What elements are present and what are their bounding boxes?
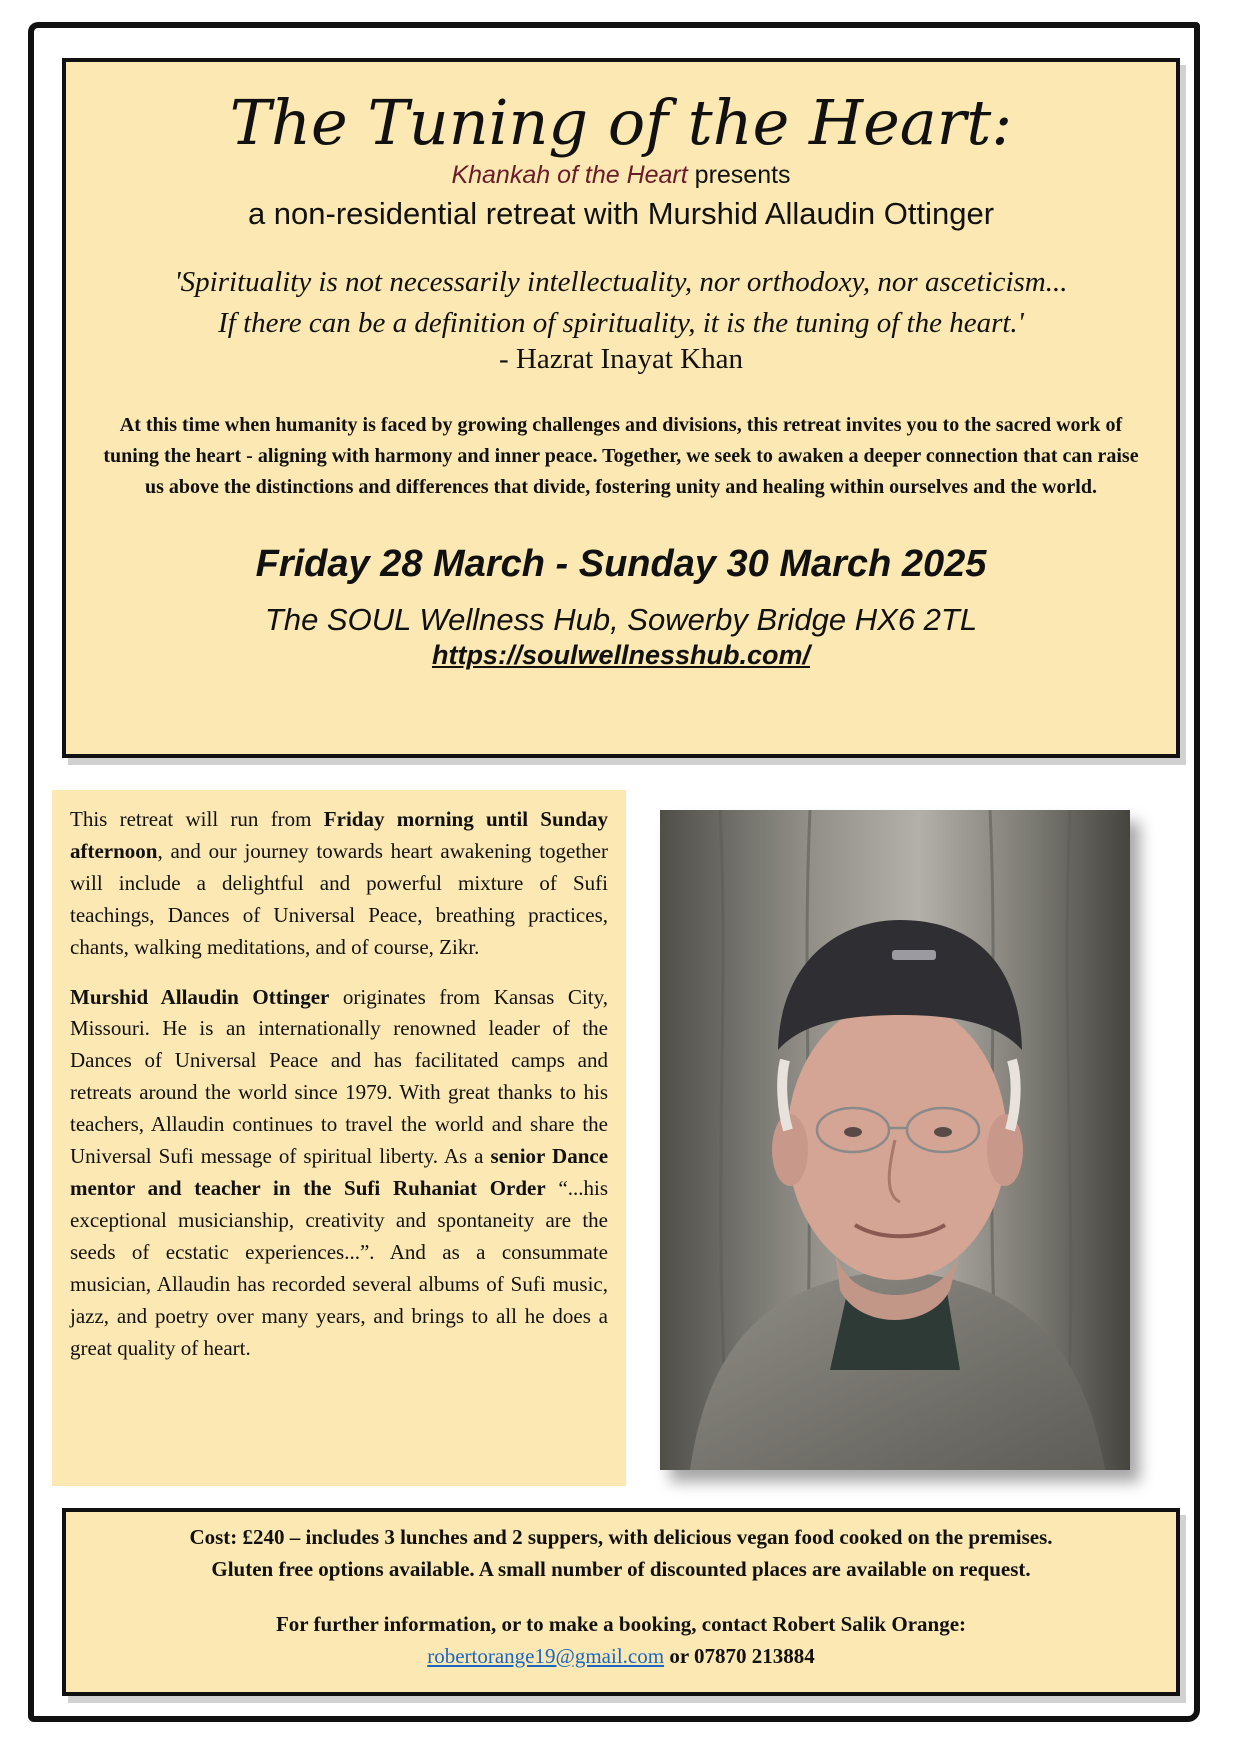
contact-details <box>66 1641 1176 1673</box>
presents-line <box>66 161 1176 190</box>
event-dates: Friday 28 March - Sunday 30 March 2025 <box>255 543 987 586</box>
text-segment: This retreat will run from <box>70 807 324 831</box>
bold-segment: senior Dance mentor and teacher in the Sufi Ruhaniat Order <box>70 1144 609 1200</box>
quote-author: - Hazrat Inayat Khan <box>499 343 743 376</box>
organization-name: Khankah of the Heart <box>451 161 688 190</box>
cost-line-1: Cost: £240 – includes 3 lunches and 2 suppers, with delicious vegan food cooked on the premises. <box>189 1525 1053 1549</box>
header-panel <box>62 58 1180 758</box>
bold-segment: Friday morning until Sunday afternoon <box>70 807 609 863</box>
retreat-description <box>70 804 608 964</box>
text-segment: originates from Kansas City, Missouri. He is an internationally renowned leader of the Dances of Universal Peace and has facilitated camps and retreats around the world since 1979. With great thanks to his teachers, Allaudin continues to travel the world and share the Universal Sufi message of spiritual liberty. As a <box>70 984 608 1169</box>
teacher-name: Murshid Allaudin Ottinger <box>70 984 330 1009</box>
quote <box>90 262 1152 343</box>
cost-info <box>66 1522 1176 1585</box>
intro-paragraph: At this time when humanity is faced by growing challenges and divisions, this retreat invites you to the sacred work of tuning the heart - aligning with harmony and inner peace. Together, we seek to awaken a deeper connection that can raise us above the distinctions and differences that divide, fostering unity and healing within ourselves and the world. <box>103 414 1139 499</box>
venue: The SOUL Wellness Hub, Sowerby Bridge HX6 2TL <box>264 602 978 638</box>
contact-info <box>66 1609 1176 1672</box>
page-title: The Tuning of the Heart: <box>229 86 1013 159</box>
quote-line-1: 'Spirituality is not necessarily intellectuality, nor orthodoxy, nor asceticism... <box>174 266 1068 299</box>
cost-line-2: Gluten free options available. A small number of discounted places are available on request. <box>211 1556 1031 1581</box>
presents-text: presents <box>687 161 791 190</box>
contact-line: For further information, or to make a booking, contact Robert Salik Orange: <box>275 1612 967 1636</box>
text-segment: “...his exceptional musicianship, creativity and spontaneity are the seeds of ecstatic experiences...”. And as a consummate musician, Allaudin has recorded several albums of Sufi music, jazz, and poetry over many years, and brings to all he does a great quality of heart. <box>70 1175 609 1360</box>
description-panel <box>52 790 626 1486</box>
teacher-portrait <box>660 810 1130 1470</box>
subtitle: a non-residential retreat with Murshid Allaudin Ottinger <box>247 196 995 232</box>
website-link[interactable]: https://soulwellnesshub.com/ <box>431 640 811 671</box>
footer-panel <box>62 1508 1180 1696</box>
phone-number: or 07870 213884 <box>664 1643 815 1668</box>
teacher-bio <box>70 982 608 1365</box>
portrait-illustration <box>660 810 1130 1470</box>
text-segment: , and our journey towards heart awakening together will include a delightful and powerful mixture of Sufi teachings, Dances of Universal Peace, breathing practices, chants, walking meditations, and of course, Zikr. <box>70 838 608 959</box>
quote-line-2: If there can be a definition of spirituality, it is the tuning of the heart.' <box>218 306 1024 339</box>
email-link[interactable]: robertorange19@gmail.com <box>427 1643 665 1668</box>
